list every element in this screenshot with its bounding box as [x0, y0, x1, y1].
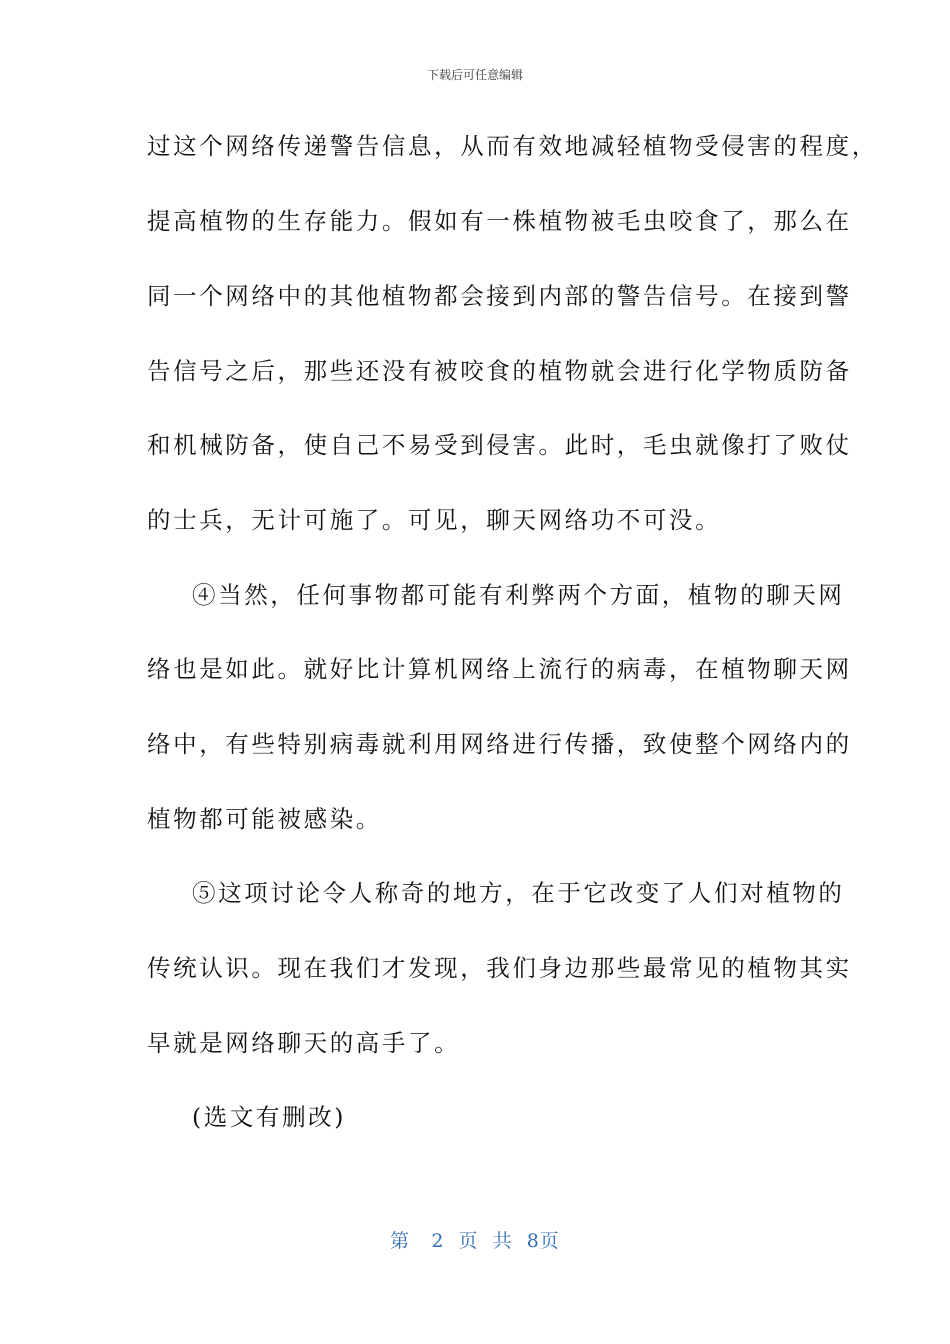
body-text-line: 植物都可能被感染。 [147, 805, 382, 833]
body-text-line: 传统认识。现在我们才发现，我们身边那些最常见的植物其实 [147, 954, 852, 982]
footer-total-pages: 8页 [526, 1230, 560, 1252]
body-text-line: 告信号之后，那些还没有被咬食的植物就会进行化学物质防备 [147, 357, 852, 385]
paragraph-4-first-line: ④当然，任何事物都可能有利弊两个方面，植物的聊天网 [192, 581, 845, 609]
body-text-line: 络也是如此。就好比计算机网络上流行的病毒，在植物聊天网 [147, 655, 852, 683]
page-footer [0, 1226, 950, 1253]
page-header: 下载后可任意编辑 [426, 68, 523, 82]
body-text-line: 早就是网络聊天的高手了。 [147, 1029, 461, 1057]
footer-label-prefix: 第 [390, 1230, 411, 1252]
body-text-line: 络中，有些特别病毒就利用网络进行传播，致使整个网络内的 [147, 730, 852, 758]
body-text-line: 同一个网络中的其他植物都会接到内部的警告信号。在接到警 [147, 282, 852, 310]
body-text-line: 和机械防备，使自己不易受到侵害。此时，毛虫就像打了败仗 [147, 431, 852, 459]
source-note: (选文有删改) [192, 1103, 347, 1131]
footer-page-number: 2 [431, 1230, 445, 1252]
footer-label-total: 共 [492, 1230, 513, 1252]
body-text-line: 提高植物的生存能力。假如有一株植物被毛虫咬食了，那么在 [147, 207, 852, 235]
body-text-line: 的士兵，无计可施了。可见，聊天网络功不可没。 [147, 506, 722, 534]
body-text-line: 过这个网络传递警告信息，从而有效地减轻植物受侵害的程度， [147, 132, 878, 160]
paragraph-5-first-line: ⑤这项讨论令人称奇的地方，在于它改变了人们对植物的 [192, 879, 845, 907]
footer-label-page: 页 [458, 1230, 479, 1252]
